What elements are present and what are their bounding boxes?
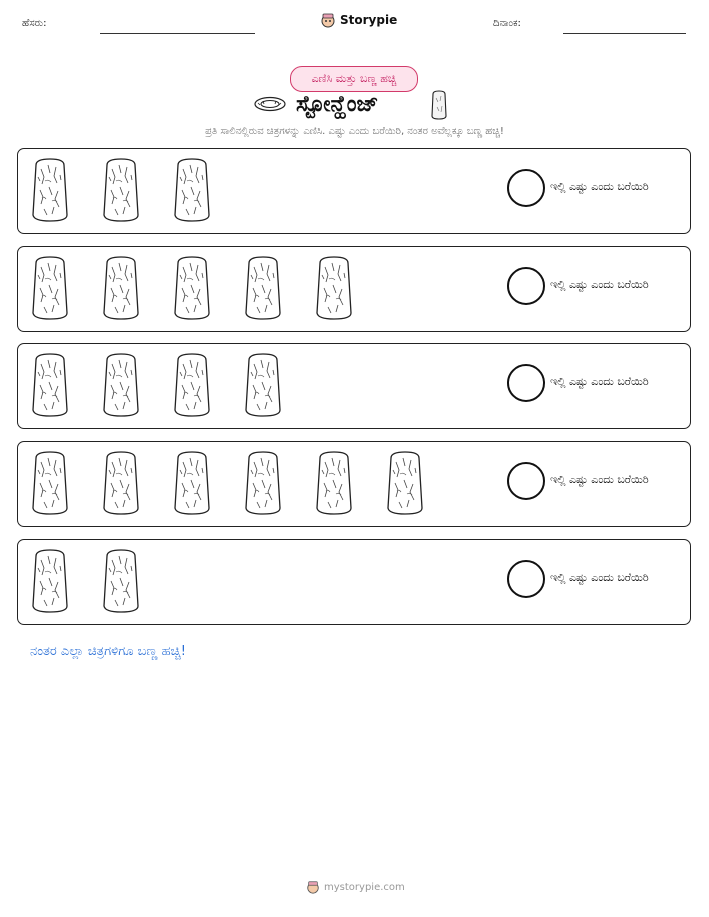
activity-badge: ಎಣಿಸಿ ಮತ್ತು ಬಣ್ಣ ಹಚ್ಚಿ: [290, 66, 418, 92]
write-count-label: ಇಲ್ಲಿ ಎಷ್ಟು ಎಂದು ಬರೆಯಿರಿ: [550, 375, 649, 388]
write-count-label: ಇಲ್ಲಿ ಎಷ್ಟು ಎಂದು ಬರೆಯಿರಿ: [550, 571, 649, 584]
standing-stone-icon: [172, 450, 212, 516]
standing-stone-icon: [30, 157, 70, 223]
name-line[interactable]: [100, 33, 255, 34]
standing-stone-icon: [101, 255, 141, 321]
date-label: ದಿನಾಂಕ:: [493, 18, 521, 29]
brand-logo: [320, 12, 397, 28]
count-row: [17, 246, 691, 332]
answer-circle[interactable]: [507, 462, 545, 500]
footer-site: [306, 880, 405, 894]
standing-stone-icon: [101, 548, 141, 614]
page-title: ಸ್ಟೋನ್ಹೆಂಜ್: [296, 92, 379, 117]
count-row: [17, 539, 691, 625]
standing-stone-icon: [172, 157, 212, 223]
coloring-note: ನಂತರ ಎಲ್ಲಾ ಚಿತ್ರಗಳಿಗೂ ಬಣ್ಣ ಹಚ್ಚಿ!: [30, 644, 186, 659]
write-count-label: ಇಲ್ಲಿ ಎಷ್ಟು ಎಂದು ಬರೆಯಿರಿ: [550, 180, 649, 193]
standing-stone-icon: [314, 255, 354, 321]
standing-stone-icon: [101, 157, 141, 223]
answer-circle[interactable]: [507, 169, 545, 207]
standing-stone-icon: [30, 255, 70, 321]
name-label: ಹೆಸರು:: [22, 18, 47, 29]
count-row: [17, 343, 691, 429]
storypie-mascot-icon: [320, 12, 336, 28]
standing-stone-icon: [30, 352, 70, 418]
storypie-mascot-icon: [306, 880, 320, 894]
standing-stone-icon: [30, 450, 70, 516]
standing-stone-icon: [172, 352, 212, 418]
write-count-label: ಇಲ್ಲಿ ಎಷ್ಟು ಎಂದು ಬರೆಯಿರಿ: [550, 473, 649, 486]
count-row: [17, 441, 691, 527]
standing-stone-icon: [101, 450, 141, 516]
instructions: ಪ್ರತಿ ಸಾಲಿನಲ್ಲಿರುವ ಚಿತ್ರಗಳನ್ನು ಎಣಿಸಿ. ಎಷ್ಟು ಎಂದು ಬರೆಯಿರಿ, ನಂತರ ಅವೆಲ್ಲಕ್ಕೂ ಬಣ್ಣ ಹಚ್ಚಿ!: [205, 126, 504, 137]
answer-circle[interactable]: [507, 267, 545, 305]
stone-circle-icon: [254, 96, 286, 112]
standing-stone-icon: [430, 90, 448, 120]
answer-circle[interactable]: [507, 560, 545, 598]
date-line[interactable]: [563, 33, 686, 34]
standing-stone-icon: [314, 450, 354, 516]
site-url[interactable]: mystorypie.com: [324, 881, 405, 893]
count-row: [17, 148, 691, 234]
standing-stone-icon: [243, 255, 283, 321]
write-count-label: ಇಲ್ಲಿ ಎಷ್ಟು ಎಂದು ಬರೆಯಿರಿ: [550, 278, 649, 291]
standing-stone-icon: [30, 548, 70, 614]
standing-stone-icon: [243, 450, 283, 516]
answer-circle[interactable]: [507, 364, 545, 402]
standing-stone-icon: [243, 352, 283, 418]
standing-stone-icon: [101, 352, 141, 418]
standing-stone-icon: [385, 450, 425, 516]
standing-stone-icon: [172, 255, 212, 321]
brand-name: Storypie: [340, 13, 398, 27]
